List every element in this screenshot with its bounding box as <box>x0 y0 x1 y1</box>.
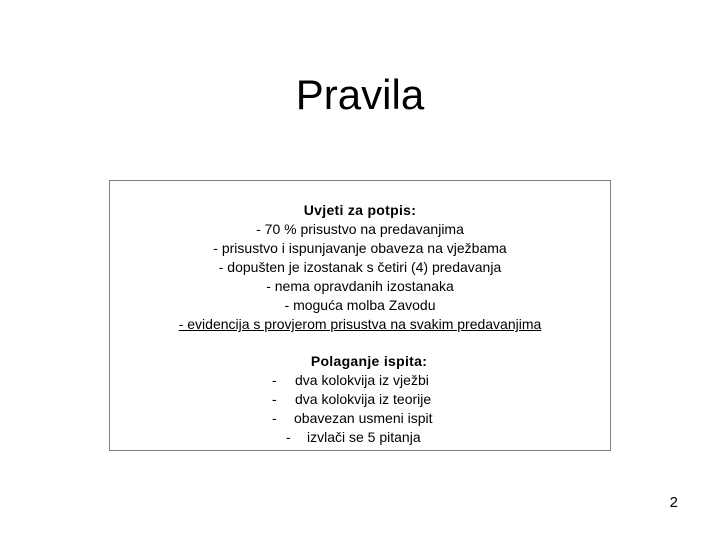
list-dash: - <box>286 429 291 445</box>
condition-item: - 70 % prisustvo na predavanjima <box>256 221 464 237</box>
exam-item <box>110 371 610 390</box>
exam-item-text: obavezan usmeni ispit <box>294 410 433 426</box>
exam-section <box>110 352 610 447</box>
condition-item: - moguća molba Zavodu <box>284 297 436 313</box>
exam-item-text: dva kolokvija iz teorije <box>295 391 432 407</box>
exam-item <box>110 428 610 447</box>
condition-item: - evidencija s provjerom prisustva na svakim predavanjima <box>178 316 542 332</box>
list-dash: - <box>272 391 277 407</box>
signature-conditions-heading: Uvjeti za potpis: <box>303 202 417 218</box>
condition-item: - nema opravdanih izostanaka <box>266 278 454 294</box>
exam-item <box>110 409 610 428</box>
page-number: 2 <box>669 494 678 511</box>
slide-title: Pravila <box>295 71 425 118</box>
signature-conditions <box>110 201 610 334</box>
exam-heading: Polaganje ispita: <box>310 353 428 369</box>
condition-item: - dopušten je izostanak s četiri (4) predavanja <box>218 259 502 275</box>
list-dash: - <box>272 372 277 388</box>
list-dash: - <box>272 410 277 426</box>
exam-item-text: dva kolokvija iz vježbi <box>295 372 429 388</box>
exam-item-text: izvlači se 5 pitanja <box>307 429 421 445</box>
rules-box <box>109 180 611 451</box>
condition-item: - prisustvo i ispunjavanje obaveza na vježbama <box>213 240 507 256</box>
exam-item <box>110 390 610 409</box>
